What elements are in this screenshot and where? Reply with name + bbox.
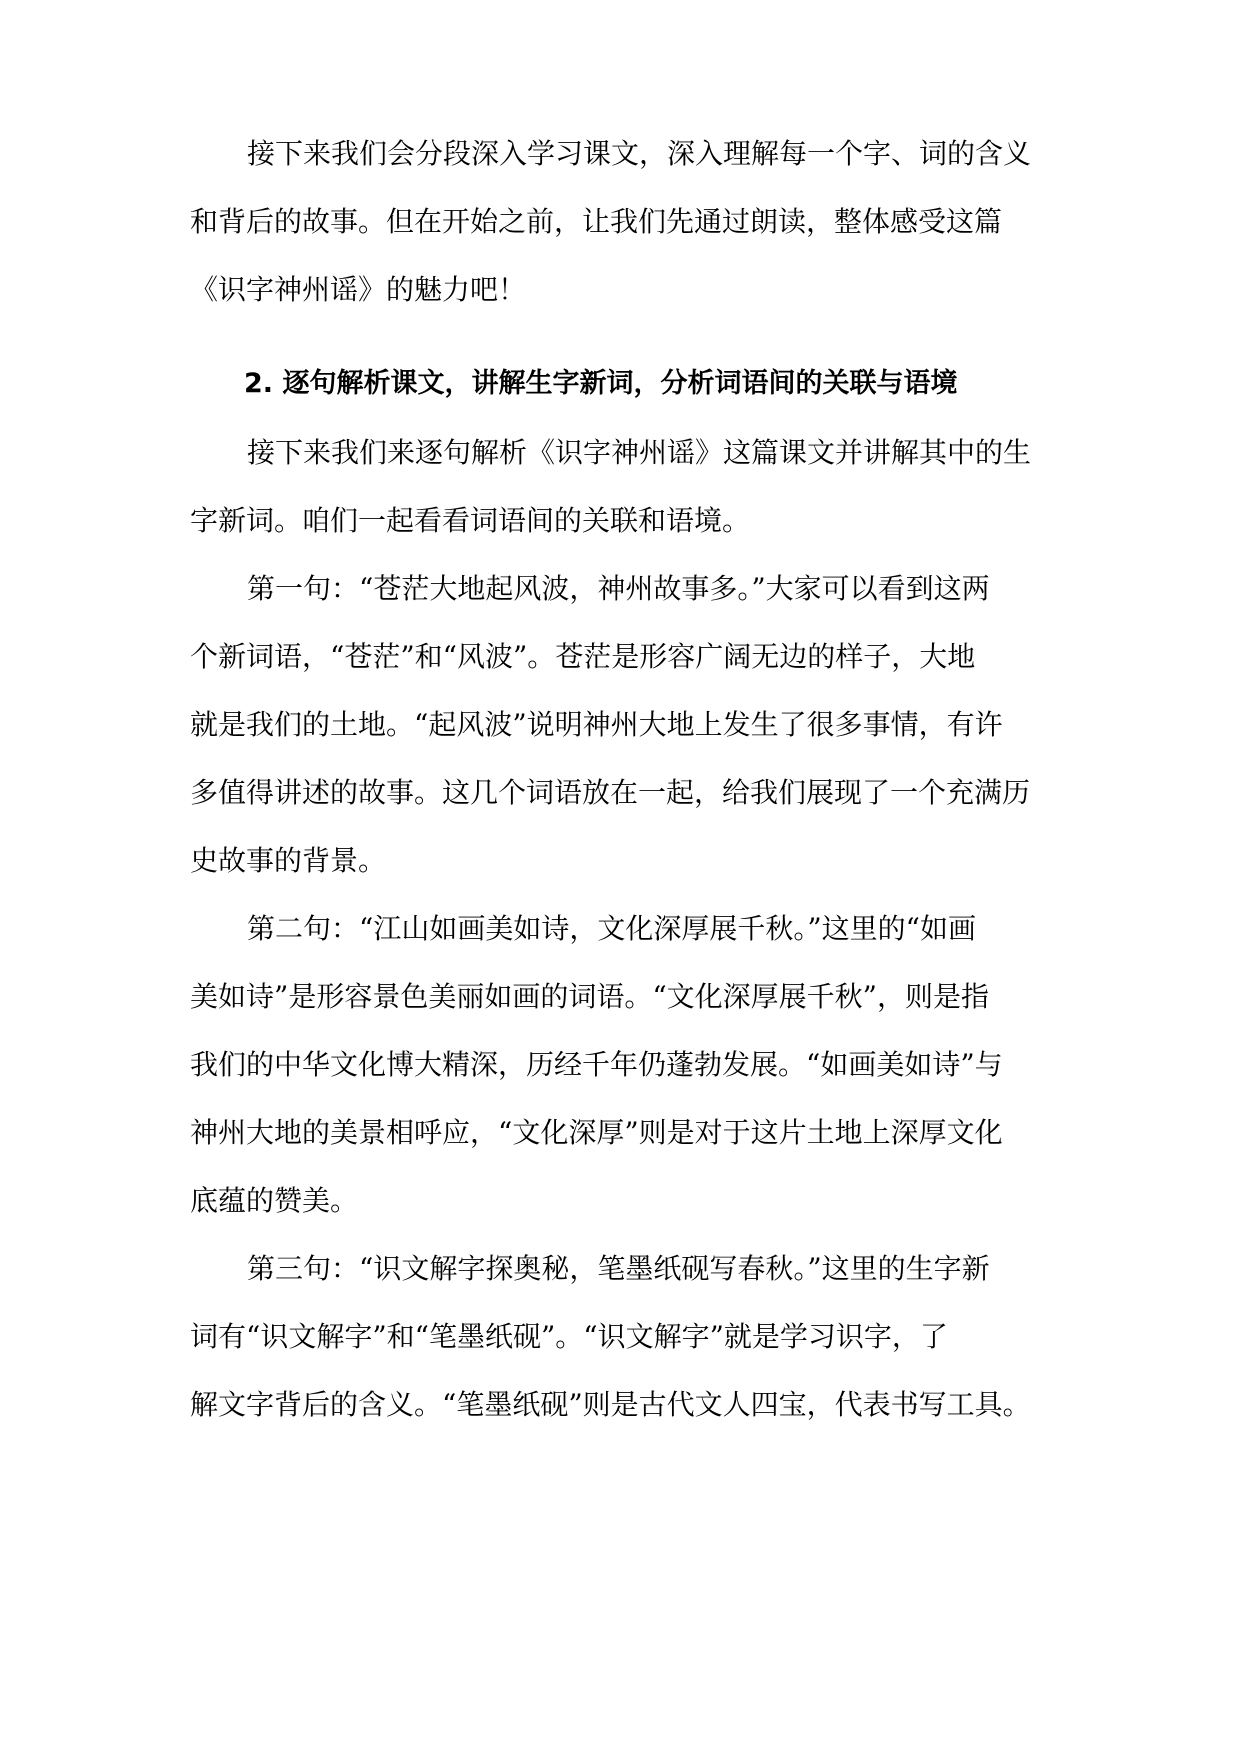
paragraph-line: 神州大地的美景相呼应，“文化深厚”则是对于这片土地上深厚文化 bbox=[190, 1116, 1003, 1149]
paragraph-line: 史故事的背景。 bbox=[190, 844, 387, 877]
paragraph-line: 我们的中华文化博大精深，历经千年仍蓬勃发展。“如画美如诗”与 bbox=[190, 1048, 1003, 1081]
paragraph-line: 底蕴的赞美。 bbox=[190, 1184, 359, 1217]
paragraph-line: 多值得讲述的故事。这几个词语放在一起，给我们展现了一个充满历 bbox=[190, 776, 1031, 809]
paragraph-line: 《识字神州谣》的魅力吧！ bbox=[190, 273, 527, 306]
paragraph-line: 美如诗”是形容景色美丽如画的词语。“文化深厚展千秋”，则是指 bbox=[190, 980, 989, 1013]
paragraph-line: 词有“识文解字”和“笔墨纸砚”。“识文解字”就是学习识字，了 bbox=[190, 1320, 948, 1353]
paragraph-line: 接下来我们来逐句解析《识字神州谣》这篇课文并讲解其中的生 bbox=[247, 436, 1032, 469]
paragraph-line: 接下来我们会分段深入学习课文，深入理解每一个字、词的含义 bbox=[247, 137, 1032, 170]
paragraph-line: 第一句：“苍茫大地起风波，神州故事多。”大家可以看到这两 bbox=[247, 572, 990, 605]
paragraph-line: 个新词语，“苍茫”和“风波”。苍茫是形容广阔无边的样子，大地 bbox=[190, 640, 976, 673]
paragraph-line: 第二句：“江山如画美如诗，文化深厚展千秋。”这里的“如画 bbox=[247, 912, 976, 945]
paragraph-line: 就是我们的土地。“起风波”说明神州大地上发生了很多事情，有许 bbox=[190, 708, 1003, 741]
paragraph-line: 字新词。咱们一起看看词语间的关联和语境。 bbox=[190, 504, 751, 537]
section-heading: 2. 逐句解析课文，讲解生字新词，分析词语间的关联与语境 bbox=[244, 368, 958, 399]
paragraph-line: 解文字背后的含义。“笔墨纸砚”则是古代文人四宝，代表书写工具。 bbox=[190, 1388, 1031, 1421]
paragraph-line: 和背后的故事。但在开始之前，让我们先通过朗读，整体感受这篇 bbox=[190, 205, 1003, 238]
paragraph-line: 第三句：“识文解字探奥秘，笔墨纸砚写春秋。”这里的生字新 bbox=[247, 1252, 990, 1285]
